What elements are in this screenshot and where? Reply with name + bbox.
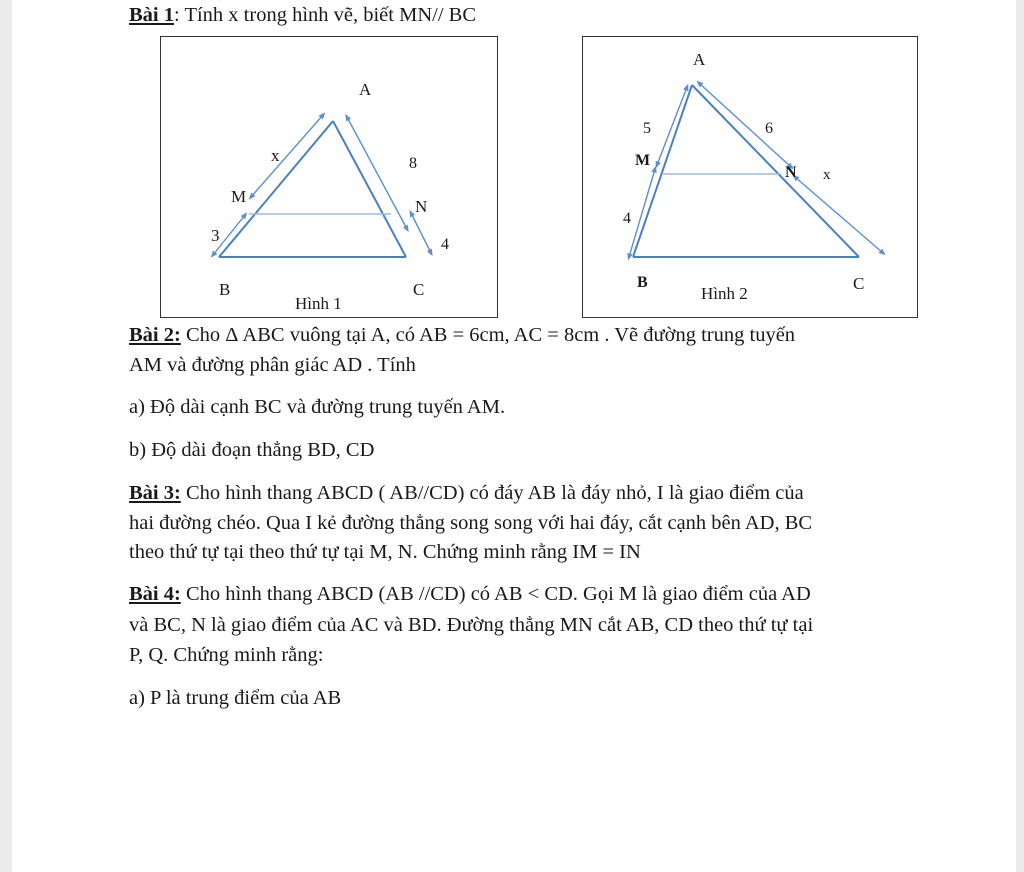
label-4: 4 xyxy=(623,210,631,227)
figure-2-diagram xyxy=(583,37,917,317)
problem4-line1-text: Cho hình thang ABCD (AB //CD) có AB < CD. Gọi M là giao điểm của AD xyxy=(180,583,811,605)
arrow-4 xyxy=(411,213,431,253)
arrow-x xyxy=(251,115,323,197)
figure-1-diagram xyxy=(161,37,497,317)
side-ab xyxy=(633,85,692,257)
arrow-x xyxy=(795,177,883,253)
label-m: M xyxy=(635,152,651,169)
figure-2-caption: Hình 2 xyxy=(701,284,748,303)
label-3: 3 xyxy=(211,226,220,245)
label-4: 4 xyxy=(441,236,449,253)
problem2-line2: AM và đường phân giác AD . Tính xyxy=(129,354,416,376)
figure-1-caption: Hình 1 xyxy=(295,294,342,313)
label-a: A xyxy=(359,80,372,99)
problem3-label: Bài 3: xyxy=(129,482,181,504)
problem2-part-b: b) Độ dài đoạn thẳng BD, CD xyxy=(129,439,375,461)
arrow-6 xyxy=(699,83,791,167)
problem3-line2: hai đường chéo. Qua I kẻ đường thẳng song song với hai đáy, cắt cạnh bên AD, BC xyxy=(129,512,813,534)
document-page xyxy=(12,0,1016,872)
label-x: x xyxy=(823,167,831,183)
problem1-text: : Tính x trong hình vẽ, biết MN// BC xyxy=(174,4,476,26)
label-8: 8 xyxy=(409,155,417,172)
side-ac xyxy=(692,85,859,257)
label-5: 5 xyxy=(643,120,651,137)
problem1-label: Bài 1 xyxy=(129,4,174,26)
problem3-line3: theo thứ tự tại theo thứ tự tại M, N. Chứng minh rằng IM = IN xyxy=(129,541,641,563)
problem2-line1 xyxy=(129,323,795,347)
label-m: M xyxy=(231,187,247,206)
problem3-line1 xyxy=(129,481,804,505)
label-b: B xyxy=(219,280,231,299)
arrow-5 xyxy=(657,87,687,165)
figure-2 xyxy=(582,36,918,318)
label-6: 6 xyxy=(765,120,773,137)
problem4-part-a: a) P là trung điểm của AB xyxy=(129,687,342,709)
label-n: N xyxy=(415,197,428,216)
label-b: B xyxy=(637,274,648,291)
problem2-line1-text: Cho Δ ABC vuông tại A, có AB = 6cm, AC = 8cm . Vẽ đường trung tuyến xyxy=(180,324,796,346)
problem2-part-a: a) Độ dài cạnh BC và đường trung tuyến AM. xyxy=(129,396,506,418)
label-x: x xyxy=(271,146,280,165)
problem4-line2: và BC, N là giao điểm của AC và BD. Đường thẳng MN cắt AB, CD theo thứ tự tại xyxy=(129,614,814,636)
label-a: A xyxy=(693,50,706,69)
arrow-4 xyxy=(629,169,655,257)
problem1-heading xyxy=(129,3,476,27)
figure-1 xyxy=(160,36,498,318)
problem4-line1 xyxy=(129,582,811,606)
side-ac xyxy=(333,121,406,257)
label-c: C xyxy=(853,274,865,293)
arrow-8 xyxy=(347,117,407,229)
problem4-line3: P, Q. Chứng minh rằng: xyxy=(129,644,324,666)
problem3-line1-text: Cho hình thang ABCD ( AB//CD) có đáy AB là đáy nhỏ, I là giao điểm của xyxy=(180,482,804,504)
label-c: C xyxy=(413,280,425,299)
problem4-label: Bài 4: xyxy=(129,583,181,605)
problem2-label: Bài 2: xyxy=(129,324,181,346)
label-n: N xyxy=(785,164,797,181)
